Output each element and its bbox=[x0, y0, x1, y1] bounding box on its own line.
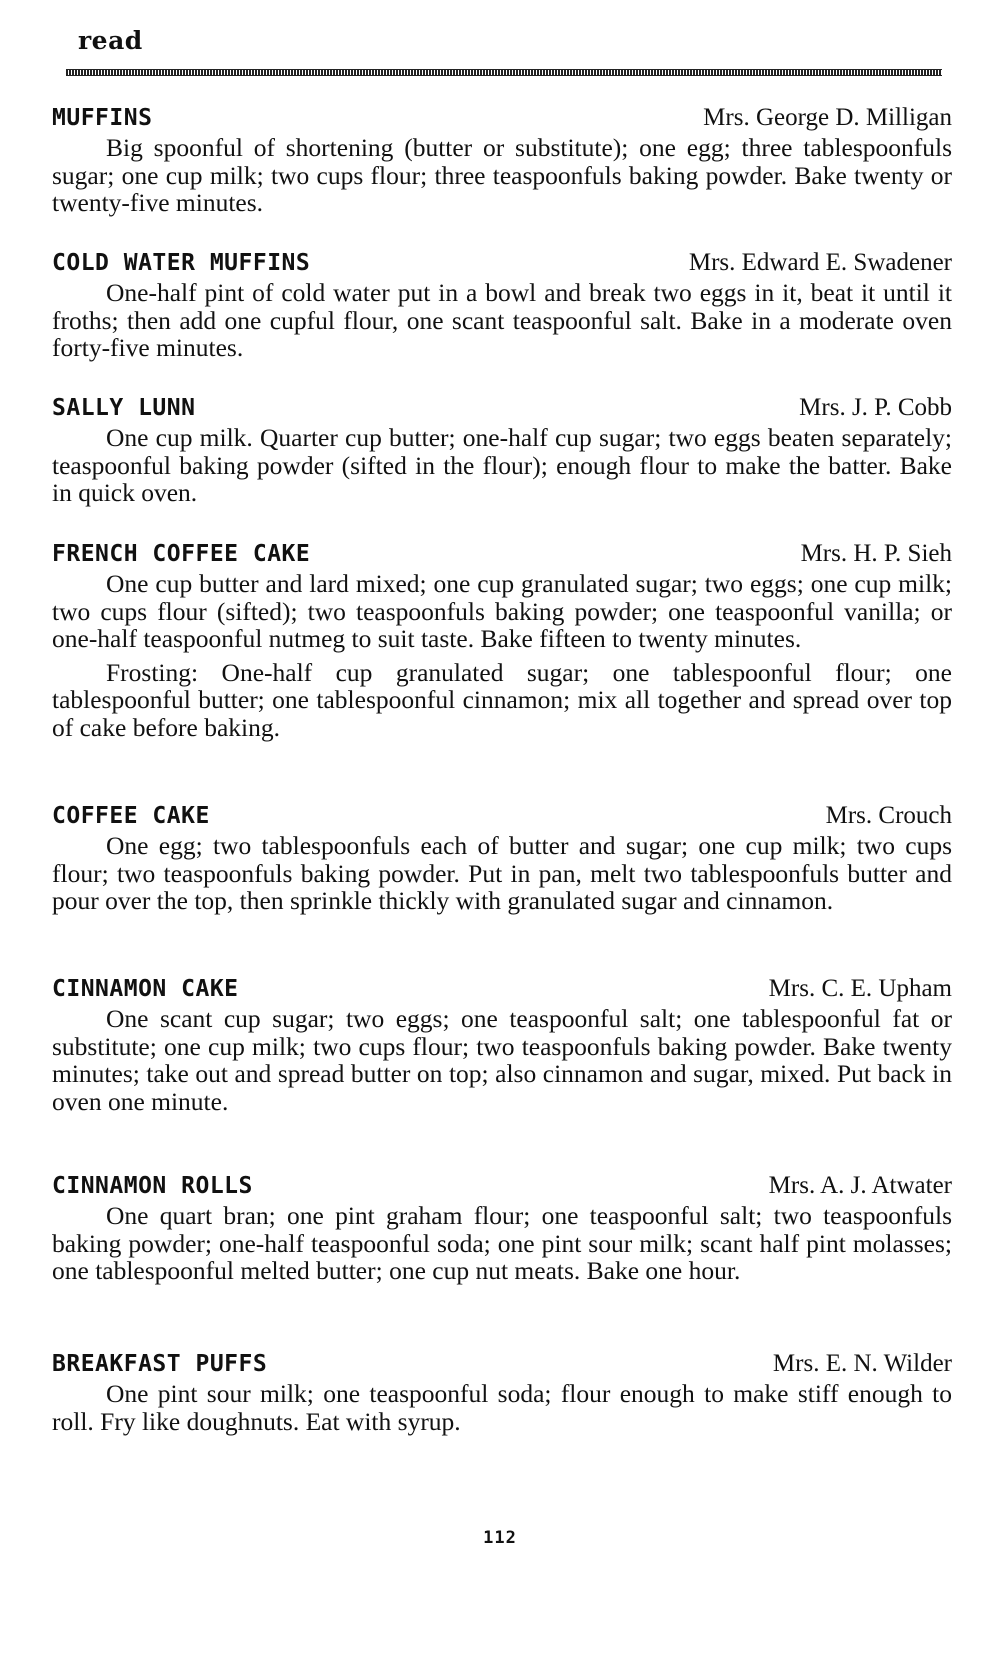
recipe-title: CINNAMON CAKE bbox=[52, 976, 239, 1002]
recipe-title: COLD WATER MUFFINS bbox=[52, 250, 311, 276]
recipe-paragraph: One-half pint of cold water put in a bowl and break two eggs in it, beat it until it froths; then add one cupful flour, one scant teaspoonful salt. Bake in a moderate oven forty-five minutes. bbox=[52, 278, 952, 362]
recipe-contributor: Mrs. H. P. Sieh bbox=[800, 540, 952, 567]
recipe-contributor: Mrs. A. J. Atwater bbox=[768, 1172, 952, 1199]
recipe-contributor: Mrs. George D. Milligan bbox=[703, 104, 952, 131]
recipe-coffee-cake bbox=[52, 802, 952, 915]
recipe-title-row bbox=[52, 1350, 952, 1380]
recipe-paragraph: One cup milk. Quarter cup butter; one-half cup sugar; two eggs beaten separately; teaspoonful baking powder (sifted in the flour); enough flour to make the batter. Bake in quick oven. bbox=[52, 423, 952, 507]
recipe-contributor: Mrs. Edward E. Swadener bbox=[688, 249, 952, 276]
recipe-title: CINNAMON ROLLS bbox=[52, 1173, 253, 1199]
recipe-paragraph: One cup butter and lard mixed; one cup granulated sugar; two eggs; one cup milk; two cups flour (sifted); two teaspoonfuls baking powder; one teaspoonful vanilla; or one-half teaspoonful nutmeg to suit taste. Bake fifteen to twenty minutes. bbox=[52, 569, 952, 653]
recipe-sally-lunn bbox=[52, 394, 952, 507]
recipe-paragraph: One pint sour milk; one teaspoonful soda; flour enough to make stiff enough to roll. Fry like doughnuts. Eat with syrup. bbox=[52, 1379, 952, 1436]
recipe-paragraph: Big spoonful of shortening (butter or substitute); one egg; three tablespoonfuls sugar; one cup milk; two cups flour; three teaspoonfuls baking powder. Bake twenty or twenty-five minutes. bbox=[52, 133, 952, 217]
recipe-title: BREAKFAST PUFFS bbox=[52, 1351, 268, 1377]
recipe-paragraph: One quart bran; one pint graham flour; one teaspoonful salt; two teaspoonfuls baking powder; one-half teaspoonful soda; one pint sour milk; scant half pint molasses; one tablespoonful melted butter; one cup nut meats. Bake one hour. bbox=[52, 1201, 952, 1285]
recipe-cinnamon-cake bbox=[52, 975, 952, 1115]
recipe-paragraph: One egg; two tablespoonfuls each of butter and sugar; one cup milk; two cups flour; two teaspoonfuls baking powder. Put in pan, melt two tablespoonfuls butter and pour over the top, then sprinkle thickly with granulated sugar and cinnamon. bbox=[52, 831, 952, 915]
recipe-title-row bbox=[52, 802, 952, 832]
recipe-title-row bbox=[52, 394, 952, 424]
recipe-cinnamon-rolls bbox=[52, 1172, 952, 1285]
recipe-frosting-paragraph: Frosting: One-half cup granulated sugar; one tablespoonful flour; one tablespoonful butter; one tablespoonful cinnamon; mix all together and spread over top of cake before baking. bbox=[52, 657, 952, 742]
recipe-paragraph: One scant cup sugar; two eggs; one teaspoonful salt; one tablespoonful fat or substitute; one cup milk; two cups flour; two teaspoonfuls baking powder. Bake twenty minutes; take out and spread butter on top; also cinnamon and sugar, mixed. Put back in oven one minute. bbox=[52, 1004, 952, 1116]
recipe-title-row bbox=[52, 975, 952, 1005]
recipe-title-row bbox=[52, 1172, 952, 1202]
recipe-title-row bbox=[52, 104, 952, 134]
recipe-breakfast-puffs bbox=[52, 1350, 952, 1435]
recipe-contributor: Mrs. J. P. Cobb bbox=[799, 394, 952, 421]
recipe-title: SALLY LUNN bbox=[52, 395, 196, 421]
recipe-contributor: Mrs. E. N. Wilder bbox=[772, 1350, 952, 1377]
page-number: 112 bbox=[483, 1528, 517, 1548]
recipe-cold-water-muffins bbox=[52, 249, 952, 362]
recipe-title-row bbox=[52, 540, 952, 570]
recipe-french-coffee-cake bbox=[52, 540, 952, 741]
header-rule bbox=[66, 69, 942, 76]
running-head: read bbox=[78, 26, 143, 55]
recipe-title: FRENCH COFFEE CAKE bbox=[52, 541, 311, 567]
recipe-title-row bbox=[52, 249, 952, 279]
recipe-contributor: Mrs. C. E. Upham bbox=[768, 975, 952, 1002]
recipe-contributor: Mrs. Crouch bbox=[825, 802, 952, 829]
recipe-title: MUFFINS bbox=[52, 105, 153, 131]
recipe-muffins bbox=[52, 104, 952, 217]
recipe-title: COFFEE CAKE bbox=[52, 803, 210, 829]
